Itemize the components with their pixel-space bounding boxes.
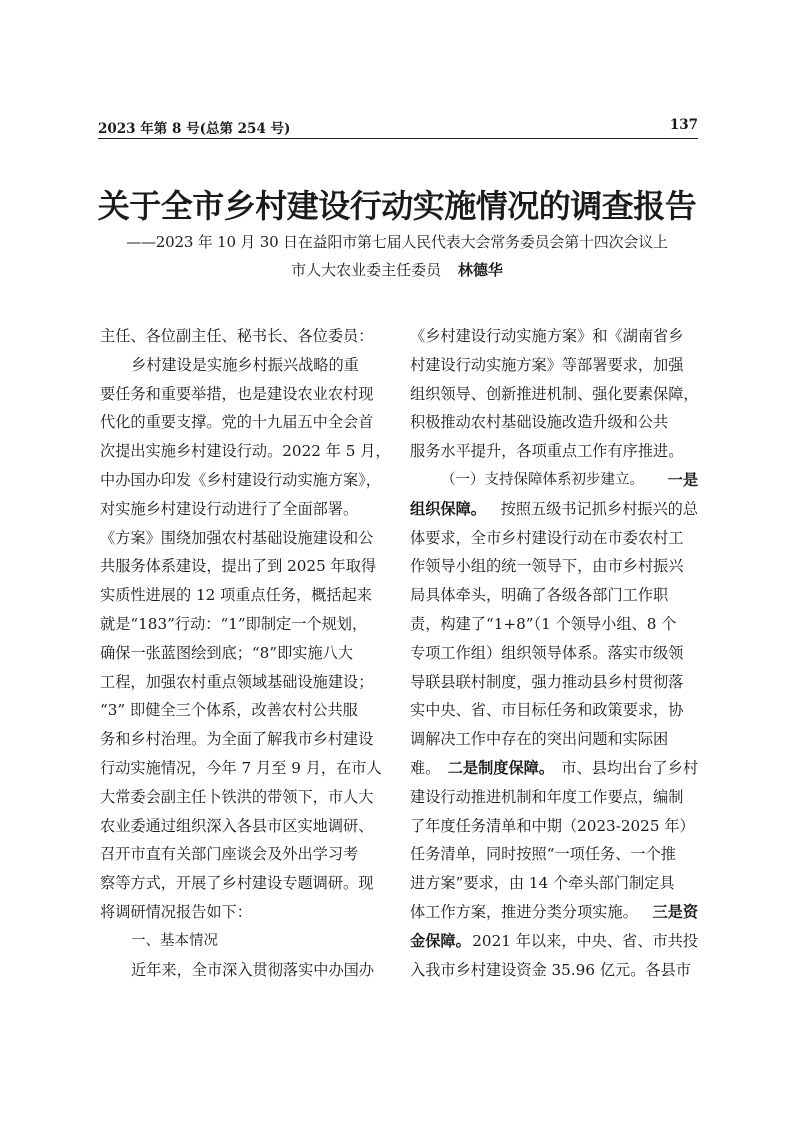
- text-line: 大常委会副主任卜铁洪的带领下，市人大: [100, 787, 374, 806]
- text-line: 服务水平提升，各项重点工作有序推进。: [410, 442, 684, 461]
- text-segment: 难。: [410, 758, 441, 777]
- bold-lead: 一是: [667, 470, 698, 489]
- text-line: [410, 754, 698, 783]
- text-line: 农业委通过组织深入各县市区实地调研、: [100, 816, 374, 835]
- document-subtitle: ——2023 年 10 月 30 日在益阳市第七届人民代表大会常务委员会第十四次会议上: [126, 233, 668, 251]
- right-column: [410, 322, 698, 984]
- bold-lead: 三是资: [652, 902, 698, 921]
- text-line: [410, 898, 698, 927]
- text-line: 任务清单，同时按照“一项任务、一个推: [410, 845, 676, 864]
- text-segment: 按照五级书记抓乡村振兴的总: [500, 499, 698, 518]
- bold-lead: 金保障。: [410, 931, 471, 950]
- text-line: 《方案》围绕加强农村基础设施建设和公: [100, 528, 374, 547]
- text-line: 了年度任务清单和中期（2023-2025 年）: [410, 816, 695, 835]
- text-line: 实中央、省、市目标任务和政策要求，协: [410, 701, 684, 720]
- salutation-line: 主任、各位副主任、秘书长、各位委员：: [100, 327, 374, 345]
- text-line: [410, 927, 698, 956]
- text-segment: 市、县均出台了乡村: [561, 758, 698, 777]
- text-line: 组织领导、创新推进机制、强化要素保障，: [410, 384, 699, 403]
- issue-info: 2023 年第 8 号(总第 254 号): [98, 121, 291, 137]
- text-line: 作领导小组的统一领导下，由市乡村振兴: [410, 557, 684, 576]
- text-line: 召开市直有关部门座谈会及外出学习考: [100, 845, 359, 864]
- text-line: 入我市乡村建设资金 35.96 亿元。各县市: [410, 960, 691, 979]
- text-line: 共服务体系建设，提出了到 2025 年取得: [100, 557, 377, 576]
- author-line: [0, 259, 794, 280]
- author-position: 市人大农业委主任委员: [291, 261, 442, 279]
- author-name: 林德华: [457, 261, 503, 279]
- document-title: 关于全市乡村建设行动实施情况的调查报告: [97, 187, 697, 225]
- text-line: 村建设行动实施方案》等部署要求，加强: [410, 355, 684, 374]
- text-line: 代化的重要支撑。党的十九届五中全会首: [100, 413, 374, 432]
- text-line: 近年来，全市深入贯彻落实中办国办: [131, 960, 374, 979]
- text-line: 导联县联村制度，强力推动县乡村贯彻落: [410, 672, 684, 691]
- text-line: “3” 即健全三个体系，改善农村公共服: [100, 701, 358, 720]
- text-line: 对实施乡村建设行动进行了全面部署。: [100, 499, 359, 518]
- text-line: 就是“183”行动：“1”即制定一个规划，: [100, 614, 368, 633]
- bold-lead: 组织保障。: [410, 499, 486, 518]
- text-line: 行动实施情况，今年 7 月至 9 月，在市人: [100, 758, 382, 777]
- page-number: 137: [669, 117, 698, 133]
- text-line: [410, 495, 698, 524]
- text-line: 次提出实施乡村建设行动。2022 年 5 月，: [100, 442, 391, 461]
- text-line: 确保一张蓝图绘到底；“8”即实施八大: [100, 643, 354, 662]
- text-line: 建设行动推进机制和年度工作要点，编制: [410, 787, 684, 806]
- text-line: 专项工作组）组织领导体系。落实市级领: [410, 643, 684, 662]
- running-header: [98, 116, 698, 139]
- text-line: 局具体牵头，明确了各级各部门工作职: [410, 586, 669, 605]
- text-line: 实质性进展的 12 项重点任务，概括起来: [100, 586, 372, 605]
- text-line: 体要求，全市乡村建设行动在市委农村工: [410, 528, 684, 547]
- text-line: 《乡村建设行动实施方案》和《湖南省乡: [410, 327, 684, 345]
- text-line: 要任务和重要举措，也是建设农业农村现: [100, 384, 374, 403]
- text-segment: 体工作方案，推进分类分项实施。: [410, 902, 638, 921]
- text-line: 中办国办印发《乡村建设行动实施方案》，: [100, 470, 381, 489]
- text-line: 将调研情况报告如下：: [100, 902, 252, 921]
- text-line: [410, 466, 698, 495]
- text-line: 工程，加强农村重点领域基础设施建设；: [100, 672, 374, 691]
- left-column: [100, 322, 391, 984]
- subsection-heading: （一）支持保障体系初步建立。: [441, 471, 644, 488]
- text-line: 进方案”要求，由 14 个牵头部门制定具: [410, 874, 675, 893]
- text-line: 务和乡村治理。为全面了解我市乡村建设: [100, 730, 374, 749]
- text-line: 调解决工作中存在的突出问题和实际困: [410, 730, 669, 749]
- section-heading: 一、基本情况: [131, 932, 218, 949]
- text-line: 察等方式，开展了乡村建设专题调研。现: [100, 874, 374, 893]
- text-line: 积极推动农村基础设施改造升级和公共: [410, 413, 669, 432]
- text-line: 责，构建了“1+8”（1 个领导小组、8 个: [410, 614, 677, 633]
- text-segment: 2021 年以来，中央、省、市共投: [472, 931, 698, 950]
- bold-lead: 二是制度保障。: [447, 758, 554, 777]
- text-line: 乡村建设是实施乡村振兴战略的重: [131, 355, 359, 374]
